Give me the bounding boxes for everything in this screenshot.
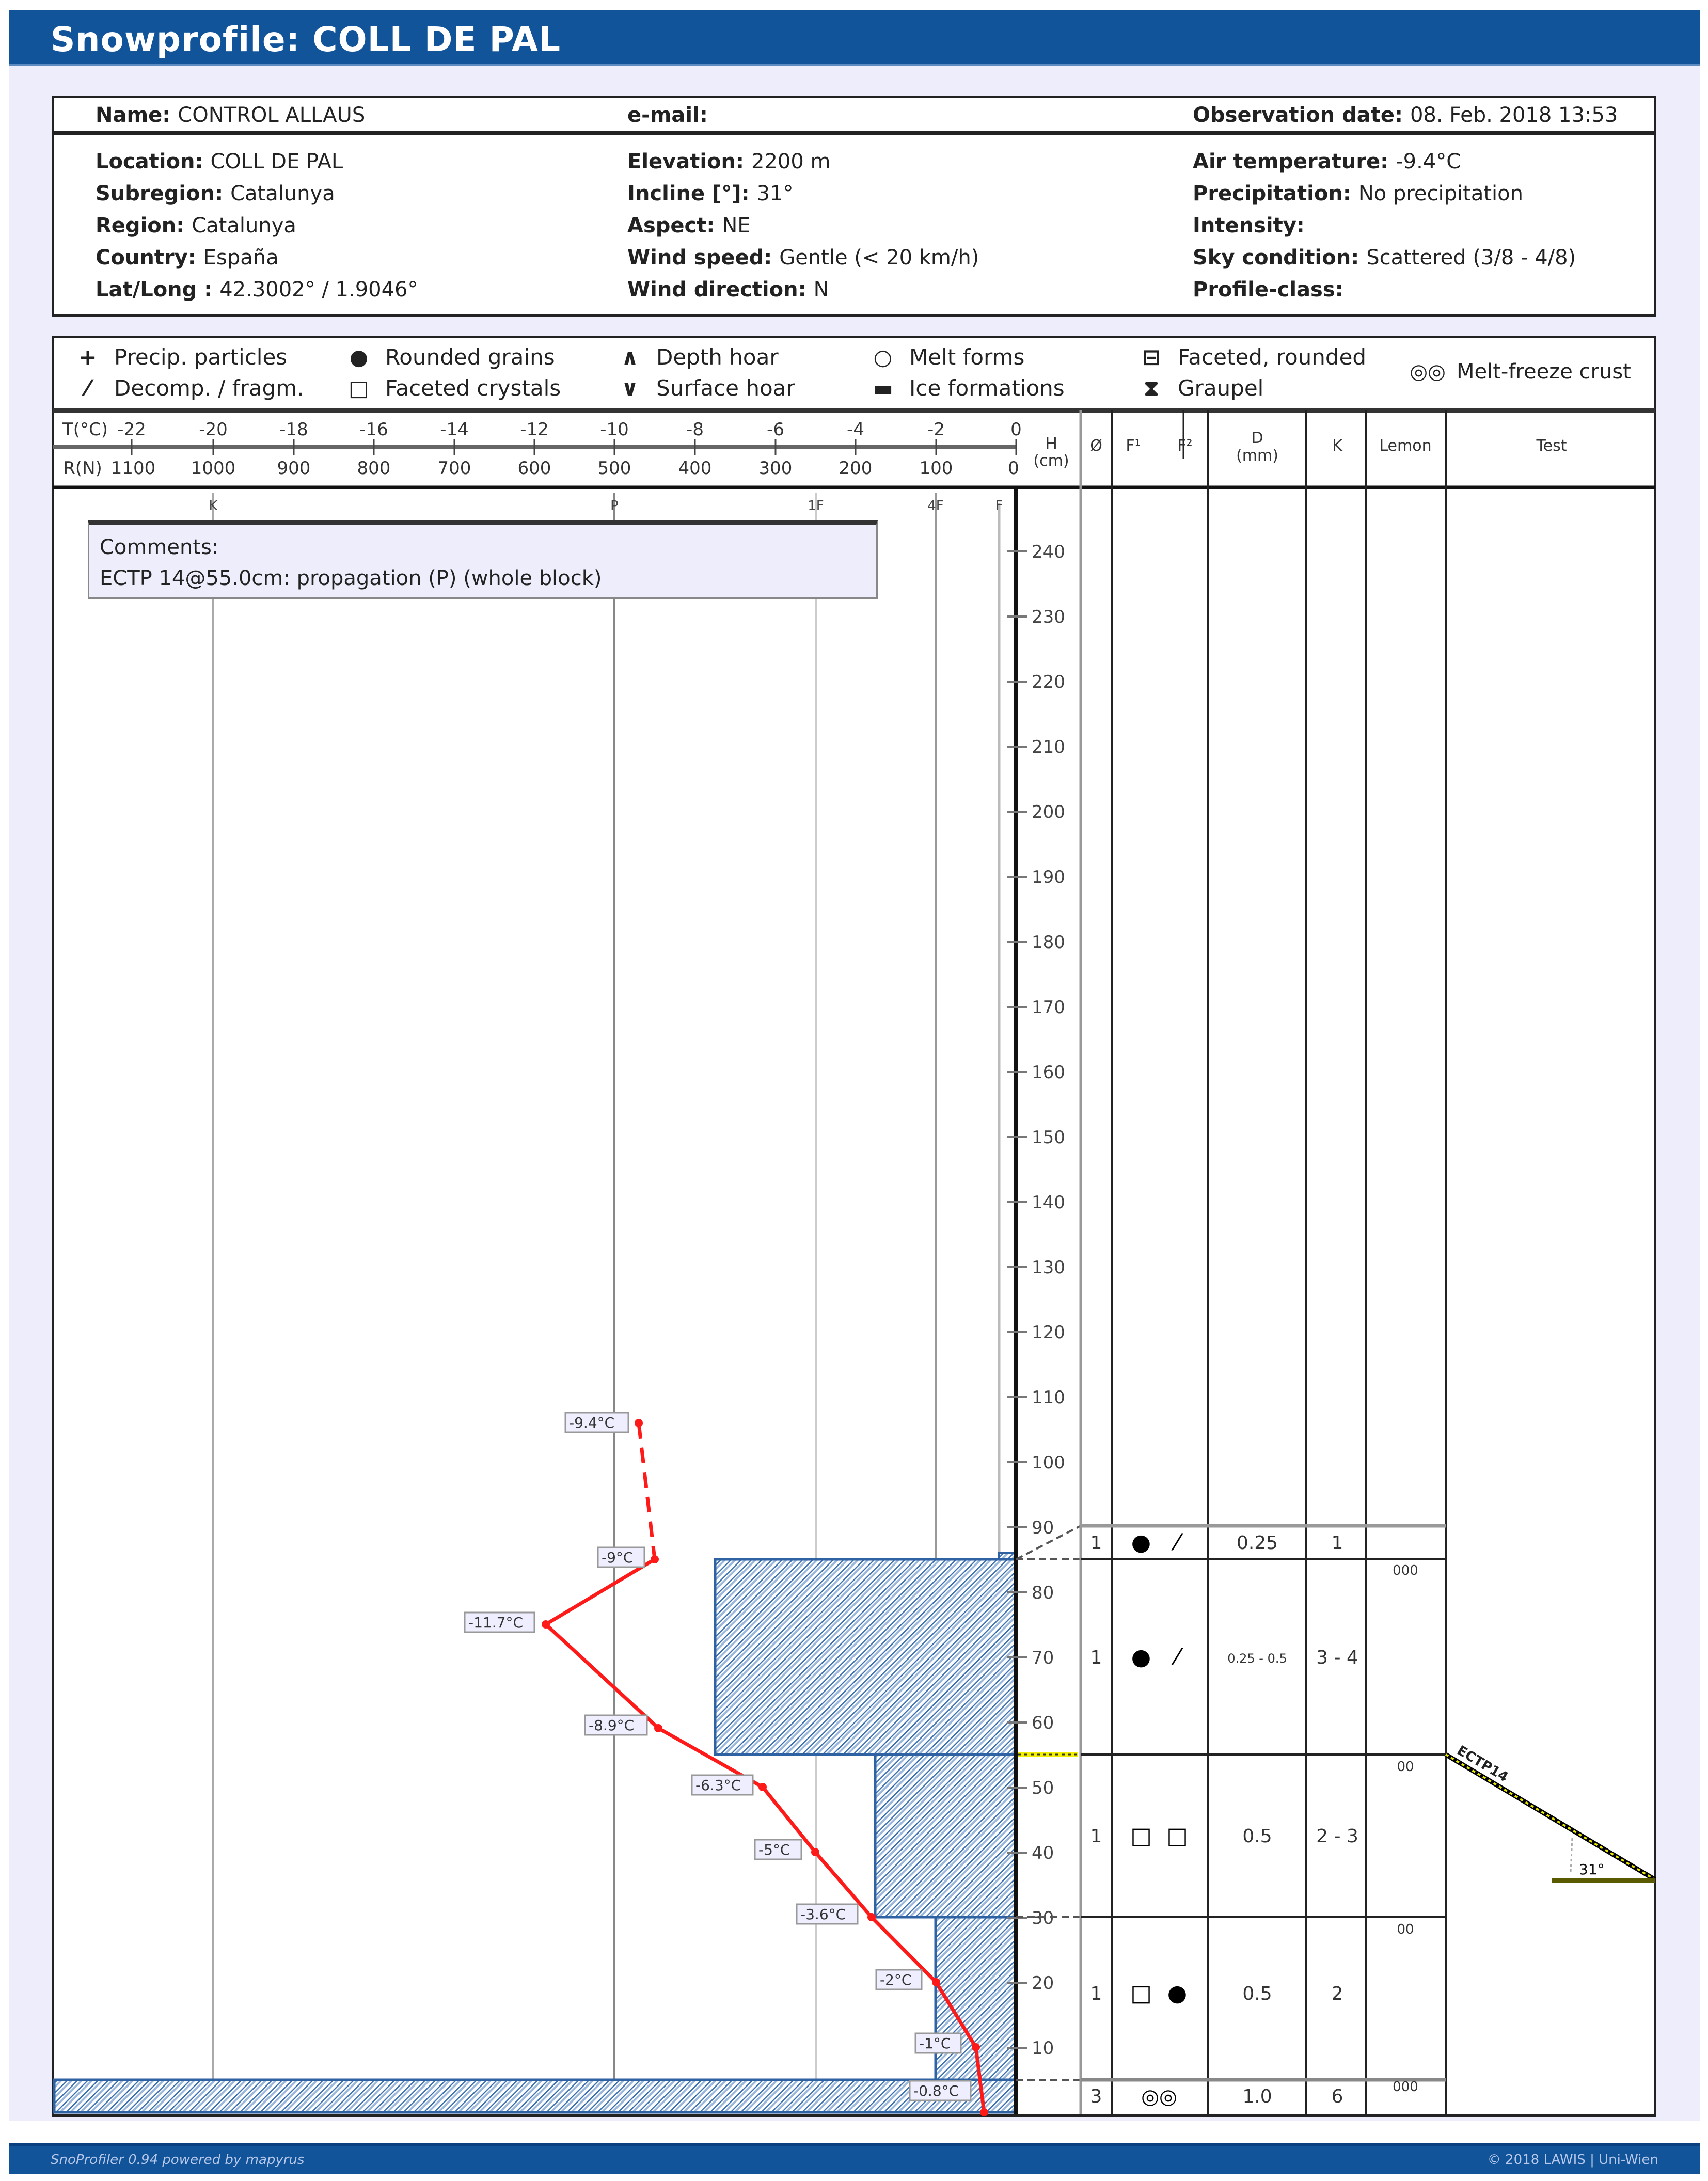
observer-email: e-mail:: [627, 103, 708, 127]
svg-text:120: 120: [1032, 1322, 1065, 1343]
svg-text:1.0: 1.0: [1242, 2086, 1272, 2107]
ectp-test-indicator: [1446, 1743, 1655, 1880]
temperature-axis: [62, 419, 1022, 440]
svg-text:D: D: [1251, 429, 1263, 447]
svg-text:(mm): (mm): [1236, 447, 1278, 465]
svg-text:130: 130: [1032, 1257, 1065, 1278]
precipitation-field: Precipitation: No precipitation: [1193, 182, 1523, 206]
sky-condition-field: Sky condition: Scattered (3/8 - 4/8): [1193, 246, 1576, 270]
svg-text:-18: -18: [279, 419, 308, 440]
svg-text:200: 200: [839, 458, 873, 479]
svg-text:170: 170: [1032, 997, 1065, 1018]
svg-text:80: 80: [1032, 1583, 1054, 1603]
intensity-field: Intensity:: [1193, 214, 1305, 238]
svg-text:-10: -10: [600, 419, 629, 440]
svg-text:-14: -14: [440, 419, 469, 440]
svg-text:240: 240: [1032, 542, 1065, 562]
svg-text:-6.3°C: -6.3°C: [695, 1777, 741, 1794]
footer-credit: SnoProfiler 0.94 powered by mapyrus: [51, 2152, 305, 2168]
svg-text:K: K: [209, 498, 218, 514]
svg-text:0: 0: [1010, 419, 1022, 440]
footer-copyright: © 2018 LAWIS | Uni-Wien: [1487, 2152, 1658, 2168]
svg-text:210: 210: [1032, 737, 1065, 757]
layer-row-1: [1090, 1529, 1343, 1556]
svg-text:-6: -6: [767, 419, 784, 440]
svg-text:400: 400: [678, 458, 712, 479]
svg-text:-11.7°C: -11.7°C: [468, 1614, 523, 1631]
svg-text:F²: F²: [1177, 437, 1193, 455]
svg-text:220: 220: [1032, 672, 1065, 692]
faceted-crystals-icon: □: [1130, 1823, 1152, 1849]
svg-text:1100: 1100: [110, 458, 156, 479]
svg-text:-4: -4: [847, 419, 864, 440]
region-field: Region: Catalunya: [96, 214, 296, 238]
svg-text:100: 100: [919, 458, 953, 479]
svg-text:F¹: F¹: [1126, 437, 1141, 455]
legend-rounded-grains: ● Rounded grains: [346, 344, 555, 370]
observer-name: Name: CONTROL ALLAUS: [96, 103, 366, 127]
svg-text:180: 180: [1032, 932, 1065, 953]
svg-text:-1°C: -1°C: [919, 2035, 951, 2052]
legend-decomp-fragm: ⁄ Decomp. / fragm.: [75, 375, 304, 401]
svg-text:190: 190: [1032, 867, 1065, 888]
svg-text:0.5: 0.5: [1242, 1983, 1272, 2004]
svg-text:1000: 1000: [191, 458, 236, 479]
legend-faceted-rounded: ⊟ Faceted, rounded: [1138, 344, 1366, 370]
svg-text:0: 0: [1008, 458, 1019, 479]
svg-text:Ø: Ø: [1090, 437, 1102, 455]
svg-text:70: 70: [1032, 1648, 1054, 1668]
hardness-profile: [54, 1553, 1016, 2112]
svg-text:H: H: [1045, 434, 1058, 453]
plus-icon: +: [78, 344, 97, 370]
svg-text:Test: Test: [1536, 437, 1567, 455]
location-field: Location: COLL DE PAL: [96, 150, 343, 173]
svg-text:K: K: [1332, 437, 1342, 455]
open-circle-icon: ○: [873, 344, 893, 370]
svg-text:500: 500: [597, 458, 631, 479]
svg-text:150: 150: [1032, 1127, 1065, 1148]
rounded-grains-icon: ●: [1131, 1529, 1151, 1556]
svg-text:1: 1: [1090, 1983, 1102, 2004]
decomp-fragm-icon: ⁄: [1175, 1644, 1179, 1670]
svg-text:R(N): R(N): [63, 458, 102, 479]
svg-text:700: 700: [437, 458, 471, 479]
svg-text:-2: -2: [927, 419, 945, 440]
svg-text:-22: -22: [117, 419, 146, 440]
svg-text:10: 10: [1032, 2038, 1054, 2059]
svg-text:0.5: 0.5: [1242, 1826, 1272, 1847]
legend-depth-hoar: ∧ Depth hoar: [617, 344, 779, 370]
graupel-icon: ⧗: [1144, 375, 1159, 401]
svg-text:Lemon: Lemon: [1379, 437, 1432, 455]
svg-text:1: 1: [1090, 1532, 1102, 1554]
svg-text:ECTP14: ECTP14: [1454, 1743, 1511, 1785]
elevation-field: Elevation: 2200 m: [627, 150, 831, 173]
svg-text:-0.8°C: -0.8°C: [913, 2082, 959, 2099]
filled-circle-icon: ●: [349, 344, 369, 370]
comments-text: ECTP 14@55.0cm: propagation (P) (whole block): [100, 566, 602, 590]
svg-text:-8.9°C: -8.9°C: [589, 1717, 635, 1734]
legend-melt-forms: ○ Melt forms: [870, 344, 1024, 370]
rounded-grains-icon: ●: [1131, 1644, 1151, 1670]
rounded-grains-icon: ●: [1167, 1980, 1188, 2006]
svg-text:200: 200: [1032, 802, 1065, 823]
svg-text:-9.4°C: -9.4°C: [569, 1414, 615, 1431]
comments-box: [88, 520, 878, 599]
svg-text:000: 000: [1393, 1563, 1418, 1578]
wind-speed-field: Wind speed: Gentle (< 20 km/h): [627, 246, 979, 270]
layer-row-2: [1090, 1563, 1418, 1670]
filled-bar-icon: ▬: [873, 375, 893, 401]
incline-field: Incline [°]: 31°: [627, 182, 794, 206]
svg-text:20: 20: [1032, 1973, 1054, 1994]
svg-text:00: 00: [1397, 1922, 1414, 1937]
svg-text:4F: 4F: [927, 498, 944, 514]
faceted-crystals-icon: □: [1166, 1823, 1188, 1849]
svg-text:0.25: 0.25: [1236, 1532, 1278, 1554]
svg-text:300: 300: [758, 458, 793, 479]
svg-text:-3.6°C: -3.6°C: [800, 1906, 846, 1923]
svg-text:140: 140: [1032, 1192, 1065, 1213]
svg-text:000: 000: [1393, 2079, 1418, 2095]
svg-text:90: 90: [1032, 1518, 1054, 1538]
svg-text:50: 50: [1032, 1778, 1054, 1798]
legend-precip-particles: + Precip. particles: [75, 344, 287, 370]
decomp-fragm-icon: ⁄: [1175, 1529, 1179, 1556]
svg-text:6: 6: [1331, 2086, 1343, 2107]
svg-text:3: 3: [1090, 2086, 1102, 2107]
slash-icon: ⁄: [86, 375, 90, 401]
svg-text:-5°C: -5°C: [758, 1841, 790, 1858]
svg-text:40: 40: [1032, 1843, 1054, 1863]
faceted-crystals-icon: □: [1130, 1980, 1152, 2006]
profile-class-field: Profile-class:: [1193, 278, 1343, 302]
layer-rows: [1090, 1529, 1418, 2109]
footer-bar: [9, 2143, 1700, 2174]
svg-text:P: P: [610, 498, 619, 514]
aspect-field: Aspect: NE: [627, 214, 751, 238]
legend-ice-formations: ▬ Ice formations: [870, 375, 1065, 401]
svg-text:1F: 1F: [808, 498, 824, 514]
layer-row-5: [1090, 2079, 1418, 2109]
svg-text:F: F: [995, 498, 1003, 514]
svg-text:-2°C: -2°C: [880, 1971, 912, 1988]
air-temperature-field: Air temperature: -9.4°C: [1193, 150, 1461, 173]
svg-text:00: 00: [1397, 1759, 1414, 1775]
latlong-field: Lat/Long : 42.3002° / 1.9046°: [96, 278, 418, 302]
caret-up-icon: ∧: [621, 344, 639, 370]
legend-faceted-crystals: □ Faceted crystals: [346, 375, 561, 401]
faceted-rounded-icon: ⊟: [1142, 344, 1161, 370]
comments-title: Comments:: [100, 535, 219, 559]
svg-text:1: 1: [1090, 1647, 1102, 1668]
svg-text:-12: -12: [520, 419, 549, 440]
svg-text:31°: 31°: [1579, 1861, 1605, 1878]
legend-surface-hoar: ∨ Surface hoar: [617, 375, 795, 401]
svg-text:230: 230: [1032, 607, 1065, 627]
svg-text:(cm): (cm): [1033, 452, 1069, 470]
svg-text:30: 30: [1032, 1908, 1054, 1929]
svg-text:1: 1: [1090, 1826, 1102, 1847]
hand-hardness-labels: [209, 498, 1003, 514]
square-icon: □: [349, 375, 369, 401]
svg-text:-20: -20: [199, 419, 228, 440]
svg-text:900: 900: [277, 458, 311, 479]
svg-text:-8: -8: [686, 419, 704, 440]
legend-graupel: ⧗ Graupel: [1138, 375, 1263, 401]
page-title: Snowprofile: COLL DE PAL: [51, 20, 561, 59]
layer-table-grid: [1081, 410, 1446, 2114]
svg-text:3 - 4: 3 - 4: [1316, 1647, 1358, 1668]
svg-text:0.25 - 0.5: 0.25 - 0.5: [1227, 1651, 1287, 1666]
wind-direction-field: Wind direction: N: [627, 278, 829, 302]
svg-text:2: 2: [1331, 1983, 1343, 2004]
svg-text:-9°C: -9°C: [602, 1549, 634, 1566]
svg-text:100: 100: [1032, 1452, 1065, 1473]
country-field: Country: España: [96, 246, 279, 270]
svg-text:2 - 3: 2 - 3: [1316, 1826, 1358, 1847]
subregion-field: Subregion: Catalunya: [96, 182, 335, 206]
svg-text:160: 160: [1032, 1062, 1065, 1083]
svg-text:110: 110: [1032, 1387, 1065, 1408]
svg-text:1: 1: [1331, 1532, 1343, 1554]
observation-date: Observation date: 08. Feb. 2018 13:53: [1193, 103, 1618, 127]
svg-text:T(°C): T(°C): [62, 419, 108, 440]
svg-text:600: 600: [517, 458, 551, 479]
melt-freeze-crust-icon: ◎◎: [1410, 360, 1446, 384]
svg-text:-16: -16: [359, 419, 388, 440]
caret-down-icon: ∨: [621, 375, 639, 401]
layer-boundary-markers: [1016, 1526, 1081, 2080]
legend-melt-freeze-crust: ◎◎ Melt-freeze crust: [1402, 360, 1631, 384]
svg-text:800: 800: [357, 458, 391, 479]
melt-freeze-crust-icon: ◎◎: [1141, 2085, 1177, 2109]
layer-table-header: [1090, 429, 1567, 465]
svg-text:60: 60: [1032, 1713, 1054, 1733]
